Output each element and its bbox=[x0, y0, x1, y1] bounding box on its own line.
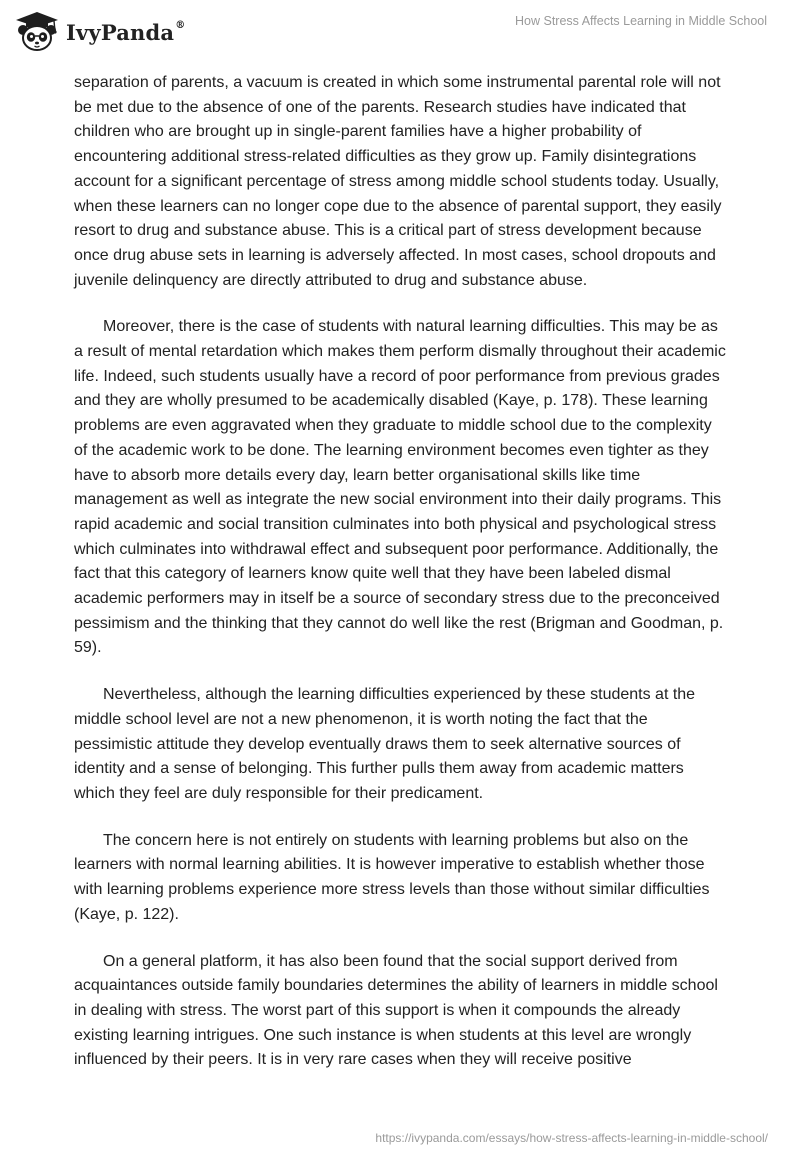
ivypanda-logo[interactable] bbox=[14, 10, 185, 52]
source-url[interactable]: https://ivypanda.com/essays/how-stress-affects-learning-in-middle-school/ bbox=[375, 1131, 768, 1145]
document-title: How Stress Affects Learning in Middle School bbox=[515, 14, 767, 28]
page-header bbox=[0, 0, 800, 60]
paragraph: Nevertheless, although the learning difficulties experienced by these students at the middle school level are not a new phenomenon, it is worth noting the fact that the pessimistic attitude they develop eventually draws them to seek alternative sources of identity and a sense of belonging. This further pulls them away from academic matters which they feel are duly responsible for their predicament. bbox=[74, 686, 696, 802]
paragraph: separation of parents, a vacuum is created in which some instrumental parental role will not be met due to the absence of one of the parents. Research studies have indicated that children who are brought up in single-parent families have a higher probability of encountering additional stress-related difficulties as they grow up. Family disintegrations account for a significant percentage of stress among middle school students today. Usually, when these learners can no longer cope due to the absence of parental support, they easily resort to drug and substance abuse. This is a critical part of stress development because once drug abuse sets in learning is adversely affected. In most cases, school dropouts and juvenile delinquency are directly attributed to drug and substance abuse. bbox=[74, 74, 722, 289]
paragraph: The concern here is not entirely on students with learning problems but also on the learners with normal learning abilities. It is however imperative to establish whether those with learning problems experience more stress levels than those without similar difficulties (Kaye, p. 122). bbox=[74, 831, 710, 923]
registered-mark: ® bbox=[175, 19, 186, 31]
paragraph: Moreover, there is the case of students with natural learning difficulties. This may be as a result of mental retardation which makes them perform dismally throughout their academic life. Indeed, such students usually have a record of poor performance from previous grades and they are wholly presumed to be academically disabled (Kaye, p. 178). These learning problems are even aggravated when they graduate to middle school due to the complexity of the academic work to be done. The learning environment becomes even tighter as they have to absorb more details every day, learn better organisational skills like time management as well as integrate the new social environment into their daily programs. This rapid academic and social transition culminates into both physical and psychological stress which culminates into withdrawal effect and subsequent poor performance. Additionally, the fact that this category of learners know quite well that they have been labeled dismal academic performers may in itself be a source of secondary stress due to the preconceived pessimism and the thinking that they cannot do well like the rest (Brigman and Goodman, p. 59). bbox=[74, 318, 726, 657]
panda-graduate-icon bbox=[14, 10, 60, 52]
paragraph: On a general platform, it has also been found that the social support derived from acquaintances outside family boundaries determines the ability of learners in middle school in dealing with stress. The worst part of this support is when it compounds the already existing learning intrigues. One such instance is when students at this level are wrongly influenced by their peers. It is in very rare cases when they will receive positive bbox=[74, 952, 718, 1069]
essay-body bbox=[74, 71, 728, 1095]
brand-name: IvyPanda® bbox=[66, 19, 186, 45]
